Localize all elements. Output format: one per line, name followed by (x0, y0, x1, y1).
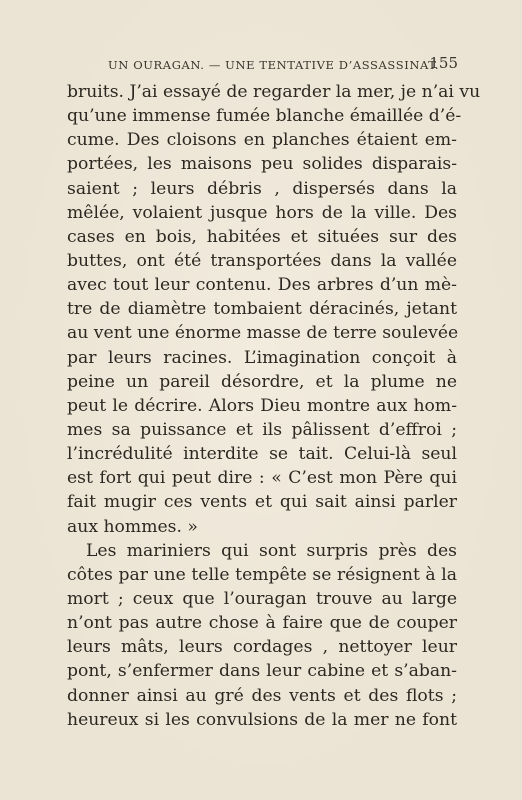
page-number: 155 (429, 54, 458, 72)
text-line: donner ainsi au gré des vents et des flots ; (67, 685, 457, 706)
text-line: l’incrédulité interdite se tait. Celui-là seul (67, 444, 457, 465)
text-line: mes sa puissance et ils pâlissent d’effroi ; (67, 419, 457, 440)
text-line: n’ont pas autre chose à faire que de couper (67, 613, 457, 634)
text-line: heureux si les convulsions de la mer ne font (67, 709, 457, 730)
text-line: buttes, ont été transportées dans la vallée (67, 250, 457, 271)
text-line: cases en bois, habitées et situées sur des (67, 226, 457, 247)
text-line: tre de diamètre tombaient déracinés, jetant (67, 299, 457, 320)
text-line: portées, les maisons peu solides disparais- (67, 154, 457, 175)
text-line: mort ; ceux que l’ouragan trouve au large (67, 588, 457, 609)
text-line: par leurs racines. L’imagination conçoit à (67, 347, 457, 368)
paragraph-first-line: Les mariniers qui sont surpris près des (86, 540, 457, 561)
text-line: au vent une énorme masse de terre soulevée (67, 323, 459, 344)
running-title: UN OURAGAN. — UNE TENTATIVE D’ASSASSINAT. (108, 58, 440, 72)
text-line: côtes par une telle tempête se résignent à la (67, 564, 457, 585)
text-line: leurs mâts, leurs cordages , nettoyer leur (67, 637, 457, 658)
text-line: fait mugir ces vents et qui sait ainsi parler (67, 492, 457, 513)
text-line: peine un pareil désordre, et la plume ne (67, 371, 457, 392)
text-line: qu’une immense fumée blanche émaillée d’é- (67, 106, 462, 127)
text-line: bruits. J’ai essayé de regarder la mer, je n’ai vu (67, 82, 481, 102)
running-header (108, 54, 458, 74)
text-line: pont, s’enfermer dans leur cabine et s’aban- (67, 661, 457, 682)
text-line: est fort qui peut dire : « C’est mon Père qui (67, 468, 457, 489)
text-line: aux hommes. » (67, 516, 198, 537)
text-line: peut le décrire. Alors Dieu montre aux hom- (67, 395, 457, 416)
text-line: cume. Des cloisons en planches étaient em- (67, 130, 457, 151)
text-line: avec tout leur contenu. Des arbres d’un mè- (67, 275, 457, 296)
text-line: saient ; leurs débris , dispersés dans la (67, 178, 457, 199)
text-line: mêlée, volaient jusque hors de la ville. Des (67, 202, 457, 223)
body-text (67, 80, 481, 732)
